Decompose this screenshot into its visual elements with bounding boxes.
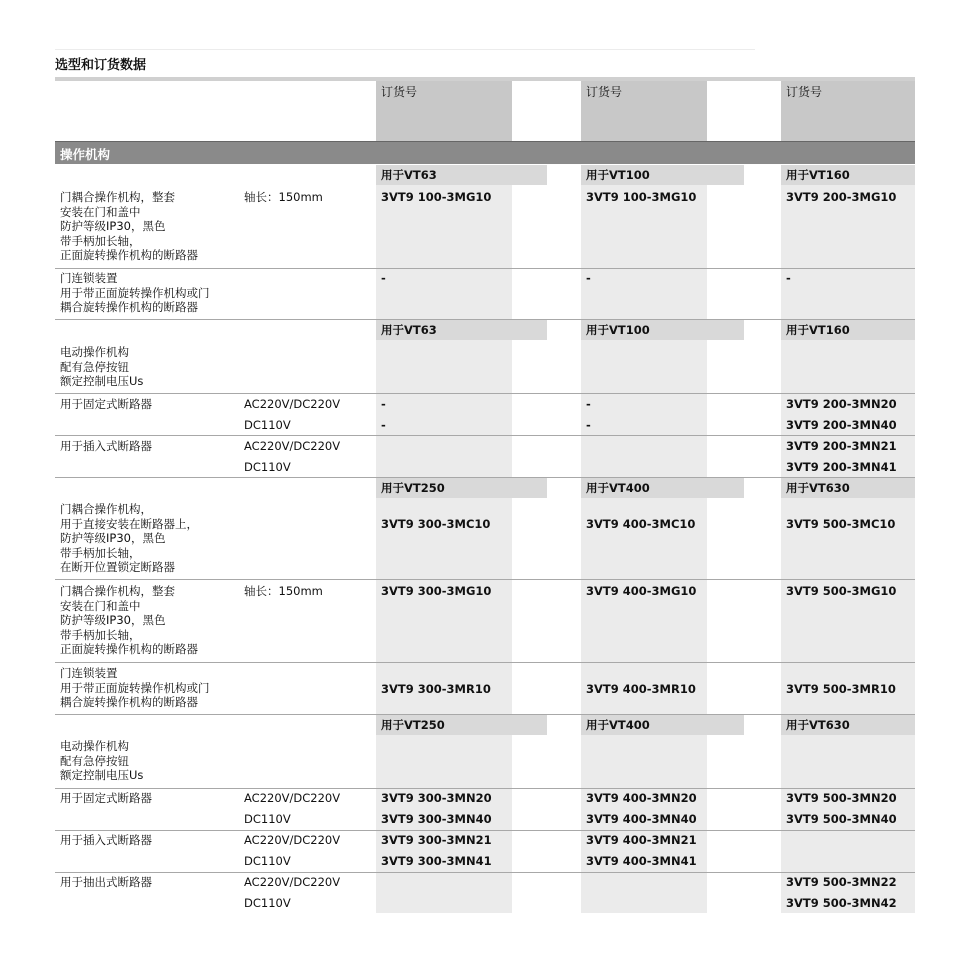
order-number: 3VT9 300-3MN21 <box>381 833 492 847</box>
group-label: 用于VT400 <box>586 718 650 732</box>
order-number: 3VT9 500-3MN22 <box>786 875 897 889</box>
order-number: 3VT9 400-3MC10 <box>586 517 696 531</box>
order-number: 3VT9 200-3MN20 <box>786 397 897 411</box>
top-divider <box>55 49 755 50</box>
row-divider <box>55 393 915 394</box>
row-description: 用于固定式断路器 <box>60 397 152 411</box>
row-description: 门连锁装置 用于带正面旋转操作机构或门 耦合旋转操作机构的断路器 <box>60 666 210 709</box>
group-label: 用于VT100 <box>586 168 650 182</box>
order-number: 3VT9 400-3MG10 <box>586 584 697 598</box>
order-number: - <box>381 271 386 285</box>
row-description: 门耦合操作机构， 用于直接安装在断路器上， 防护等级IP30，黑色 带手柄加长轴， 在断开位置锁定断路器 <box>60 502 198 574</box>
group-label: 用于VT400 <box>586 481 650 495</box>
row-description: 用于抽出式断路器 <box>60 875 152 889</box>
group-label: 用于VT630 <box>786 481 850 495</box>
order-number: - <box>381 418 386 432</box>
section-title: 操作机构 <box>60 147 111 162</box>
order-number: 3VT9 500-3MC10 <box>786 517 896 531</box>
order-number: 3VT9 500-3MR10 <box>786 682 896 696</box>
group-label: 用于VT250 <box>381 718 445 732</box>
page-title: 选型和订货数据 <box>55 58 147 73</box>
order-number: 3VT9 300-3MR10 <box>381 682 491 696</box>
order-number: 3VT9 200-3MN40 <box>786 418 897 432</box>
order-number: 3VT9 200-3MN21 <box>786 439 897 453</box>
header-order-no-1: 订货号 <box>381 85 418 99</box>
row-spec: AC220V/DC220V <box>244 875 341 889</box>
row-spec: 轴长：150mm <box>244 190 323 204</box>
order-number: 3VT9 100-3MG10 <box>381 190 492 204</box>
order-number: 3VT9 400-3MR10 <box>586 682 696 696</box>
order-number: 3VT9 500-3MN42 <box>786 896 897 910</box>
row-spec: AC220V/DC220V <box>244 791 341 805</box>
order-number: 3VT9 200-3MG10 <box>786 190 897 204</box>
order-number: - <box>381 397 386 411</box>
row-spec: AC220V/DC220V <box>244 833 341 847</box>
group-label: 用于VT63 <box>381 168 437 182</box>
row-divider <box>55 830 915 831</box>
order-number: 3VT9 100-3MG10 <box>586 190 697 204</box>
order-number: 3VT9 300-3MN41 <box>381 854 492 868</box>
row-divider <box>55 268 915 269</box>
order-number: 3VT9 300-3MN20 <box>381 791 492 805</box>
row-spec: 轴长：150mm <box>244 584 323 598</box>
row-spec: AC220V/DC220V <box>244 397 341 411</box>
section-bar <box>55 142 915 164</box>
row-divider <box>55 435 915 436</box>
order-number: 3VT9 400-3MN20 <box>586 791 697 805</box>
order-number: 3VT9 300-3MC10 <box>381 517 491 531</box>
row-spec: DC110V <box>244 854 291 868</box>
order-number: - <box>586 271 591 285</box>
row-spec: DC110V <box>244 418 291 432</box>
row-divider <box>55 714 915 715</box>
order-number: 3VT9 500-3MN20 <box>786 791 897 805</box>
row-divider <box>55 579 915 580</box>
order-number: 3VT9 300-3MG10 <box>381 584 492 598</box>
row-divider <box>55 477 915 478</box>
group-label: 用于VT630 <box>786 718 850 732</box>
row-divider <box>55 662 915 663</box>
row-spec: DC110V <box>244 812 291 826</box>
header-order-no-3: 订货号 <box>786 85 823 99</box>
group-description: 电动操作机构 配有急停按钮 额定控制电压Us <box>60 739 144 782</box>
row-spec: DC110V <box>244 460 291 474</box>
row-description: 门耦合操作机构，整套 安装在门和盖中 防护等级IP30，黑色 带手柄加长轴， 正面旋转操作机构的断路器 <box>60 584 198 656</box>
row-description: 门连锁装置 用于带正面旋转操作机构或门 耦合旋转操作机构的断路器 <box>60 271 210 314</box>
group-label: 用于VT100 <box>586 323 650 337</box>
row-divider <box>55 319 915 320</box>
order-number: 3VT9 200-3MN41 <box>786 460 897 474</box>
row-description: 用于插入式断路器 <box>60 833 152 847</box>
group-description: 电动操作机构 配有急停按钮 额定控制电压Us <box>60 345 144 388</box>
order-number: - <box>586 418 591 432</box>
group-label: 用于VT63 <box>381 323 437 337</box>
order-number: - <box>586 397 591 411</box>
order-number: 3VT9 300-3MN40 <box>381 812 492 826</box>
group-label: 用于VT160 <box>786 323 850 337</box>
row-divider <box>55 872 915 873</box>
order-number: 3VT9 500-3MG10 <box>786 584 897 598</box>
row-spec: AC220V/DC220V <box>244 439 341 453</box>
row-description: 用于插入式断路器 <box>60 439 152 453</box>
order-number: - <box>786 271 791 285</box>
order-number: 3VT9 400-3MN41 <box>586 854 697 868</box>
order-number: 3VT9 500-3MN40 <box>786 812 897 826</box>
header-order-no-2: 订货号 <box>586 85 623 99</box>
row-divider <box>55 788 915 789</box>
row-description: 用于固定式断路器 <box>60 791 152 805</box>
row-spec: DC110V <box>244 896 291 910</box>
group-label: 用于VT250 <box>381 481 445 495</box>
order-number: 3VT9 400-3MN40 <box>586 812 697 826</box>
order-number: 3VT9 400-3MN21 <box>586 833 697 847</box>
row-description: 门耦合操作机构，整套 安装在门和盖中 防护等级IP30，黑色 带手柄加长轴， 正面旋转操作机构的断路器 <box>60 190 198 262</box>
group-label: 用于VT160 <box>786 168 850 182</box>
